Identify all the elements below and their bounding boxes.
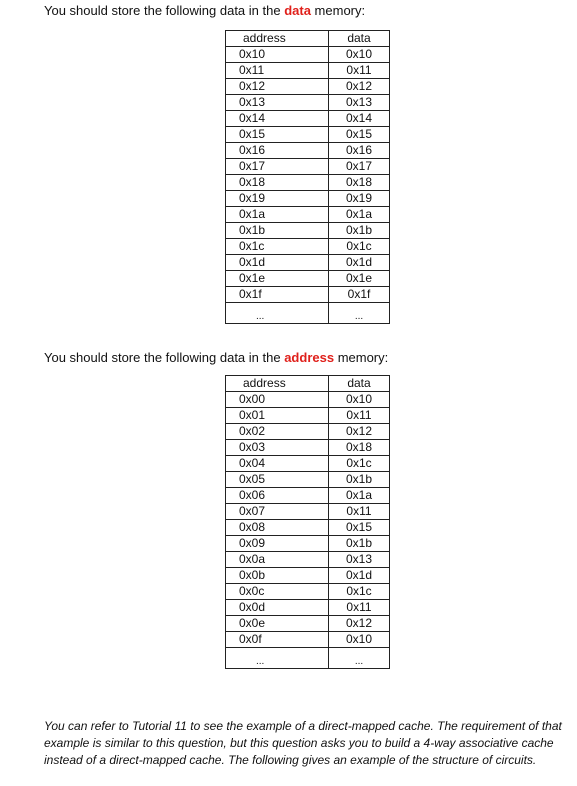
data-cell: 0x1a bbox=[329, 488, 390, 504]
data-cell: 0x13 bbox=[329, 552, 390, 568]
address-cell: 0x06 bbox=[226, 488, 329, 504]
address-cell: 0x0a bbox=[226, 552, 329, 568]
data-cell: 0x11 bbox=[329, 63, 390, 79]
section-address-memory-heading bbox=[44, 350, 388, 366]
table-row bbox=[226, 456, 390, 472]
address-cell: 0x0f bbox=[226, 632, 329, 648]
table-row bbox=[226, 159, 390, 175]
address-cell: 0x08 bbox=[226, 520, 329, 536]
heading-prefix: You should store the following data in the bbox=[44, 350, 285, 365]
heading-suffix: memory: bbox=[334, 350, 389, 365]
table-row bbox=[226, 616, 390, 632]
address-cell: 0x16 bbox=[226, 143, 329, 159]
data-cell: 0x1c bbox=[329, 584, 390, 600]
table-row bbox=[226, 47, 390, 63]
data-cell: 0x12 bbox=[329, 424, 390, 440]
address-cell: 0x1f bbox=[226, 287, 329, 303]
address-cell: 0x03 bbox=[226, 440, 329, 456]
table-row bbox=[226, 63, 390, 79]
table-row bbox=[226, 520, 390, 536]
data-cell: 0x19 bbox=[329, 191, 390, 207]
address-column-header: address bbox=[226, 376, 329, 392]
address-cell: 0x10 bbox=[226, 47, 329, 63]
address-cell: 0x04 bbox=[226, 456, 329, 472]
data-memory-table bbox=[225, 30, 390, 324]
data-memory-rows bbox=[226, 47, 390, 324]
data-cell: 0x10 bbox=[329, 392, 390, 408]
table-row bbox=[226, 488, 390, 504]
address-cell: 0x02 bbox=[226, 424, 329, 440]
table-row bbox=[226, 79, 390, 95]
address-cell: 0x09 bbox=[226, 536, 329, 552]
data-cell: 0x13 bbox=[329, 95, 390, 111]
address-cell: 0x00 bbox=[226, 392, 329, 408]
address-cell: 0x19 bbox=[226, 191, 329, 207]
ellipsis-row bbox=[226, 303, 390, 324]
data-cell: 0x1c bbox=[329, 239, 390, 255]
table-row bbox=[226, 568, 390, 584]
address-cell: 0x1a bbox=[226, 207, 329, 223]
address-column-header: address bbox=[226, 31, 329, 47]
address-cell: 0x18 bbox=[226, 175, 329, 191]
heading-prefix: You should store the following data in the bbox=[44, 3, 285, 18]
data-cell: 0x12 bbox=[329, 616, 390, 632]
data-cell: 0x11 bbox=[329, 504, 390, 520]
table-row bbox=[226, 175, 390, 191]
address-cell: 0x0e bbox=[226, 616, 329, 632]
address-cell: 0x07 bbox=[226, 504, 329, 520]
data-cell: 0x11 bbox=[329, 408, 390, 424]
table-header-row bbox=[226, 31, 390, 47]
ellipsis-cell: ... bbox=[226, 303, 329, 324]
table-row bbox=[226, 239, 390, 255]
table-row bbox=[226, 95, 390, 111]
address-cell: 0x0c bbox=[226, 584, 329, 600]
table-row bbox=[226, 255, 390, 271]
address-memory-rows bbox=[226, 392, 390, 669]
table-row bbox=[226, 424, 390, 440]
table-row bbox=[226, 584, 390, 600]
table-header-row bbox=[226, 376, 390, 392]
table-row bbox=[226, 143, 390, 159]
table-row bbox=[226, 287, 390, 303]
table-row bbox=[226, 552, 390, 568]
data-cell: 0x16 bbox=[329, 143, 390, 159]
table-row bbox=[226, 536, 390, 552]
section-data-memory-heading bbox=[44, 3, 365, 19]
data-cell: 0x1d bbox=[329, 255, 390, 271]
ellipsis-cell: ... bbox=[226, 648, 329, 669]
data-cell: 0x1b bbox=[329, 536, 390, 552]
data-cell: 0x1d bbox=[329, 568, 390, 584]
data-cell: 0x18 bbox=[329, 175, 390, 191]
data-cell: 0x12 bbox=[329, 79, 390, 95]
data-cell: 0x14 bbox=[329, 111, 390, 127]
table-row bbox=[226, 600, 390, 616]
address-cell: 0x17 bbox=[226, 159, 329, 175]
data-cell: 0x1e bbox=[329, 271, 390, 287]
table-row bbox=[226, 504, 390, 520]
table-row bbox=[226, 111, 390, 127]
address-cell: 0x1c bbox=[226, 239, 329, 255]
data-cell: 0x1f bbox=[329, 287, 390, 303]
data-cell: 0x1c bbox=[329, 456, 390, 472]
ellipsis-cell: ... bbox=[329, 303, 390, 324]
heading-highlight: address bbox=[284, 350, 335, 365]
ellipsis-cell: ... bbox=[329, 648, 390, 669]
data-cell: 0x15 bbox=[329, 520, 390, 536]
table-row bbox=[226, 440, 390, 456]
data-cell: 0x1a bbox=[329, 207, 390, 223]
address-memory-table bbox=[225, 375, 390, 669]
address-cell: 0x1d bbox=[226, 255, 329, 271]
address-cell: 0x1e bbox=[226, 271, 329, 287]
address-cell: 0x12 bbox=[226, 79, 329, 95]
address-cell: 0x1b bbox=[226, 223, 329, 239]
table-row bbox=[226, 632, 390, 648]
heading-highlight: data bbox=[284, 3, 311, 18]
tutorial-note: You can refer to Tutorial 11 to see the example of a direct-mapped cache. The requirement of that example is similar to this question, but this question asks you to build a 4-way associative cache instead of a direct-mapped cache. The following gives an example of the structure of circuits. bbox=[44, 719, 562, 767]
data-column-header: data bbox=[329, 31, 390, 47]
data-cell: 0x11 bbox=[329, 600, 390, 616]
data-column-header: data bbox=[329, 376, 390, 392]
data-cell: 0x1b bbox=[329, 223, 390, 239]
table-row bbox=[226, 392, 390, 408]
data-cell: 0x17 bbox=[329, 159, 390, 175]
data-cell: 0x18 bbox=[329, 440, 390, 456]
table-row bbox=[226, 472, 390, 488]
table-row bbox=[226, 223, 390, 239]
address-cell: 0x01 bbox=[226, 408, 329, 424]
heading-suffix: memory: bbox=[310, 3, 366, 18]
address-cell: 0x13 bbox=[226, 95, 329, 111]
table-row bbox=[226, 127, 390, 143]
ellipsis-row bbox=[226, 648, 390, 669]
address-cell: 0x11 bbox=[226, 63, 329, 79]
table-row bbox=[226, 191, 390, 207]
table-row bbox=[226, 271, 390, 287]
address-cell: 0x05 bbox=[226, 472, 329, 488]
address-cell: 0x15 bbox=[226, 127, 329, 143]
address-cell: 0x0b bbox=[226, 568, 329, 584]
address-cell: 0x14 bbox=[226, 111, 329, 127]
data-cell: 0x10 bbox=[329, 632, 390, 648]
data-cell: 0x15 bbox=[329, 127, 390, 143]
address-cell: 0x0d bbox=[226, 600, 329, 616]
data-cell: 0x10 bbox=[329, 47, 390, 63]
table-row bbox=[226, 207, 390, 223]
data-cell: 0x1b bbox=[329, 472, 390, 488]
table-row bbox=[226, 408, 390, 424]
